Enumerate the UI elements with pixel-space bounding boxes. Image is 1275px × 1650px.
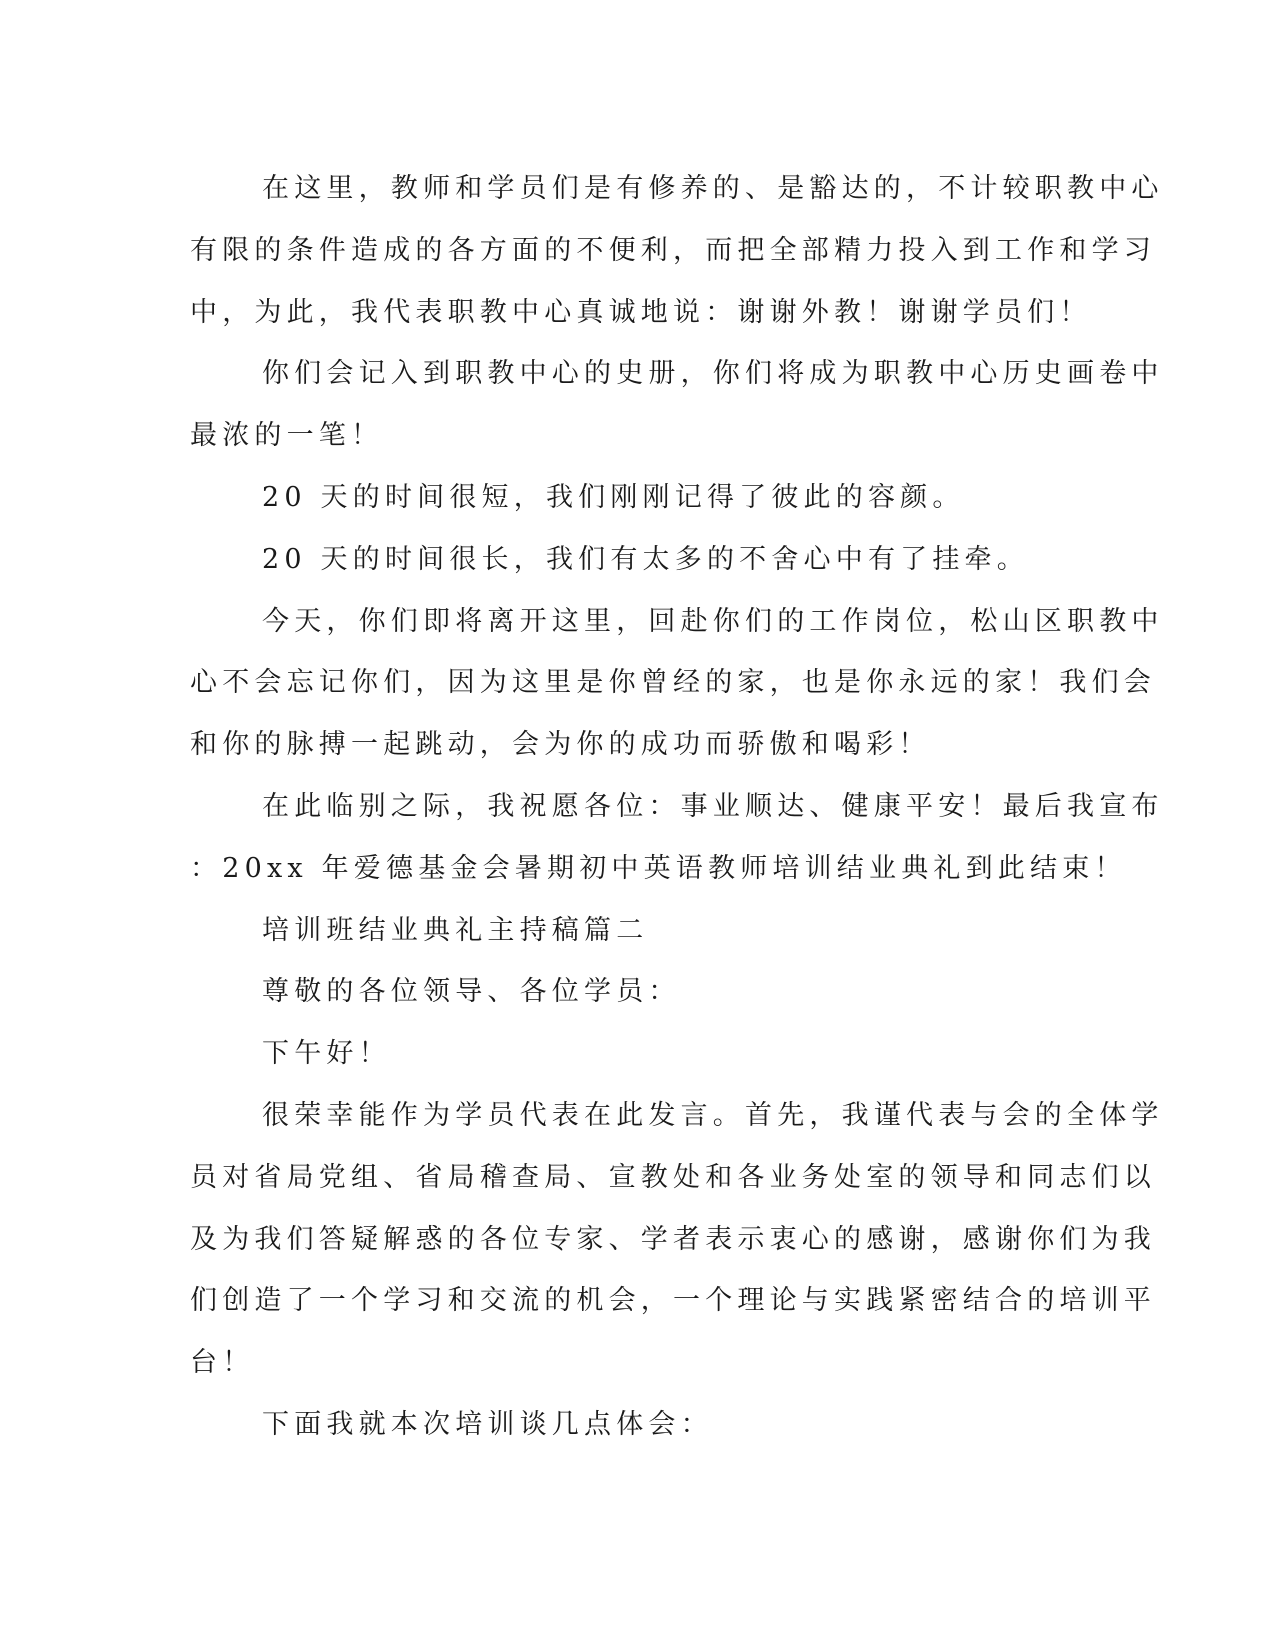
section-heading: 培训班结业典礼主持稿篇二 [262,914,649,946]
text-line: 今天，你们即将离开这里，回赴你们的工作岗位，松山区职教中 [262,605,1164,637]
text-line: 心不会忘记你们，因为这里是你曾经的家，也是你永远的家！我们会 [190,667,1156,699]
text-line: 下面我就本次培训谈几点体会： [262,1408,713,1440]
text-line: 20 天的时间很短，我们刚刚记得了彼此的容颜。 [262,481,965,513]
text-line: 在此临别之际，我祝愿各位：事业顺达、健康平安！最后我宣布 [262,790,1164,822]
document-body [190,158,1164,1456]
text-line: 员对省局党组、省局稽查局、宣教处和各业务处室的领导和同志们以 [190,1161,1156,1193]
text-line: 有限的条件造成的各方面的不便利，而把全部精力投入到工作和学习 [190,234,1156,266]
text-line: 们创造了一个学习和交流的机会，一个理论与实践紧密结合的培训平 [190,1285,1156,1317]
text-line: 中，为此，我代表职教中心真诚地说：谢谢外教！谢谢学员们！ [190,296,1092,328]
text-line: 在这里，教师和学员们是有修养的、是豁达的，不计较职教中心 [262,173,1164,204]
text-line: 20 天的时间很长，我们有太多的不舍心中有了挂牵。 [262,543,1029,575]
text-line: 很荣幸能作为学员代表在此发言。首先，我谨代表与会的全体学 [262,1099,1164,1131]
text-line: 及为我们答疑解惑的各位专家、学者表示衷心的感谢，感谢你们为我 [190,1223,1156,1255]
text-line: 台！ [190,1347,255,1379]
text-line: 你们会记入到职教中心的史册，你们将成为职教中心历史画卷中 [262,358,1164,390]
salutation: 尊敬的各位领导、各位学员： [262,976,681,1008]
text-line: ：20xx 年爱德基金会暑期初中英语教师培训结业典礼到此结束！ [190,852,1127,884]
text-line: 和你的脉搏一起跳动，会为你的成功而骄傲和喝彩！ [190,729,931,761]
text-line: 最浓的一笔！ [190,420,384,452]
greeting: 下午好！ [262,1038,391,1070]
